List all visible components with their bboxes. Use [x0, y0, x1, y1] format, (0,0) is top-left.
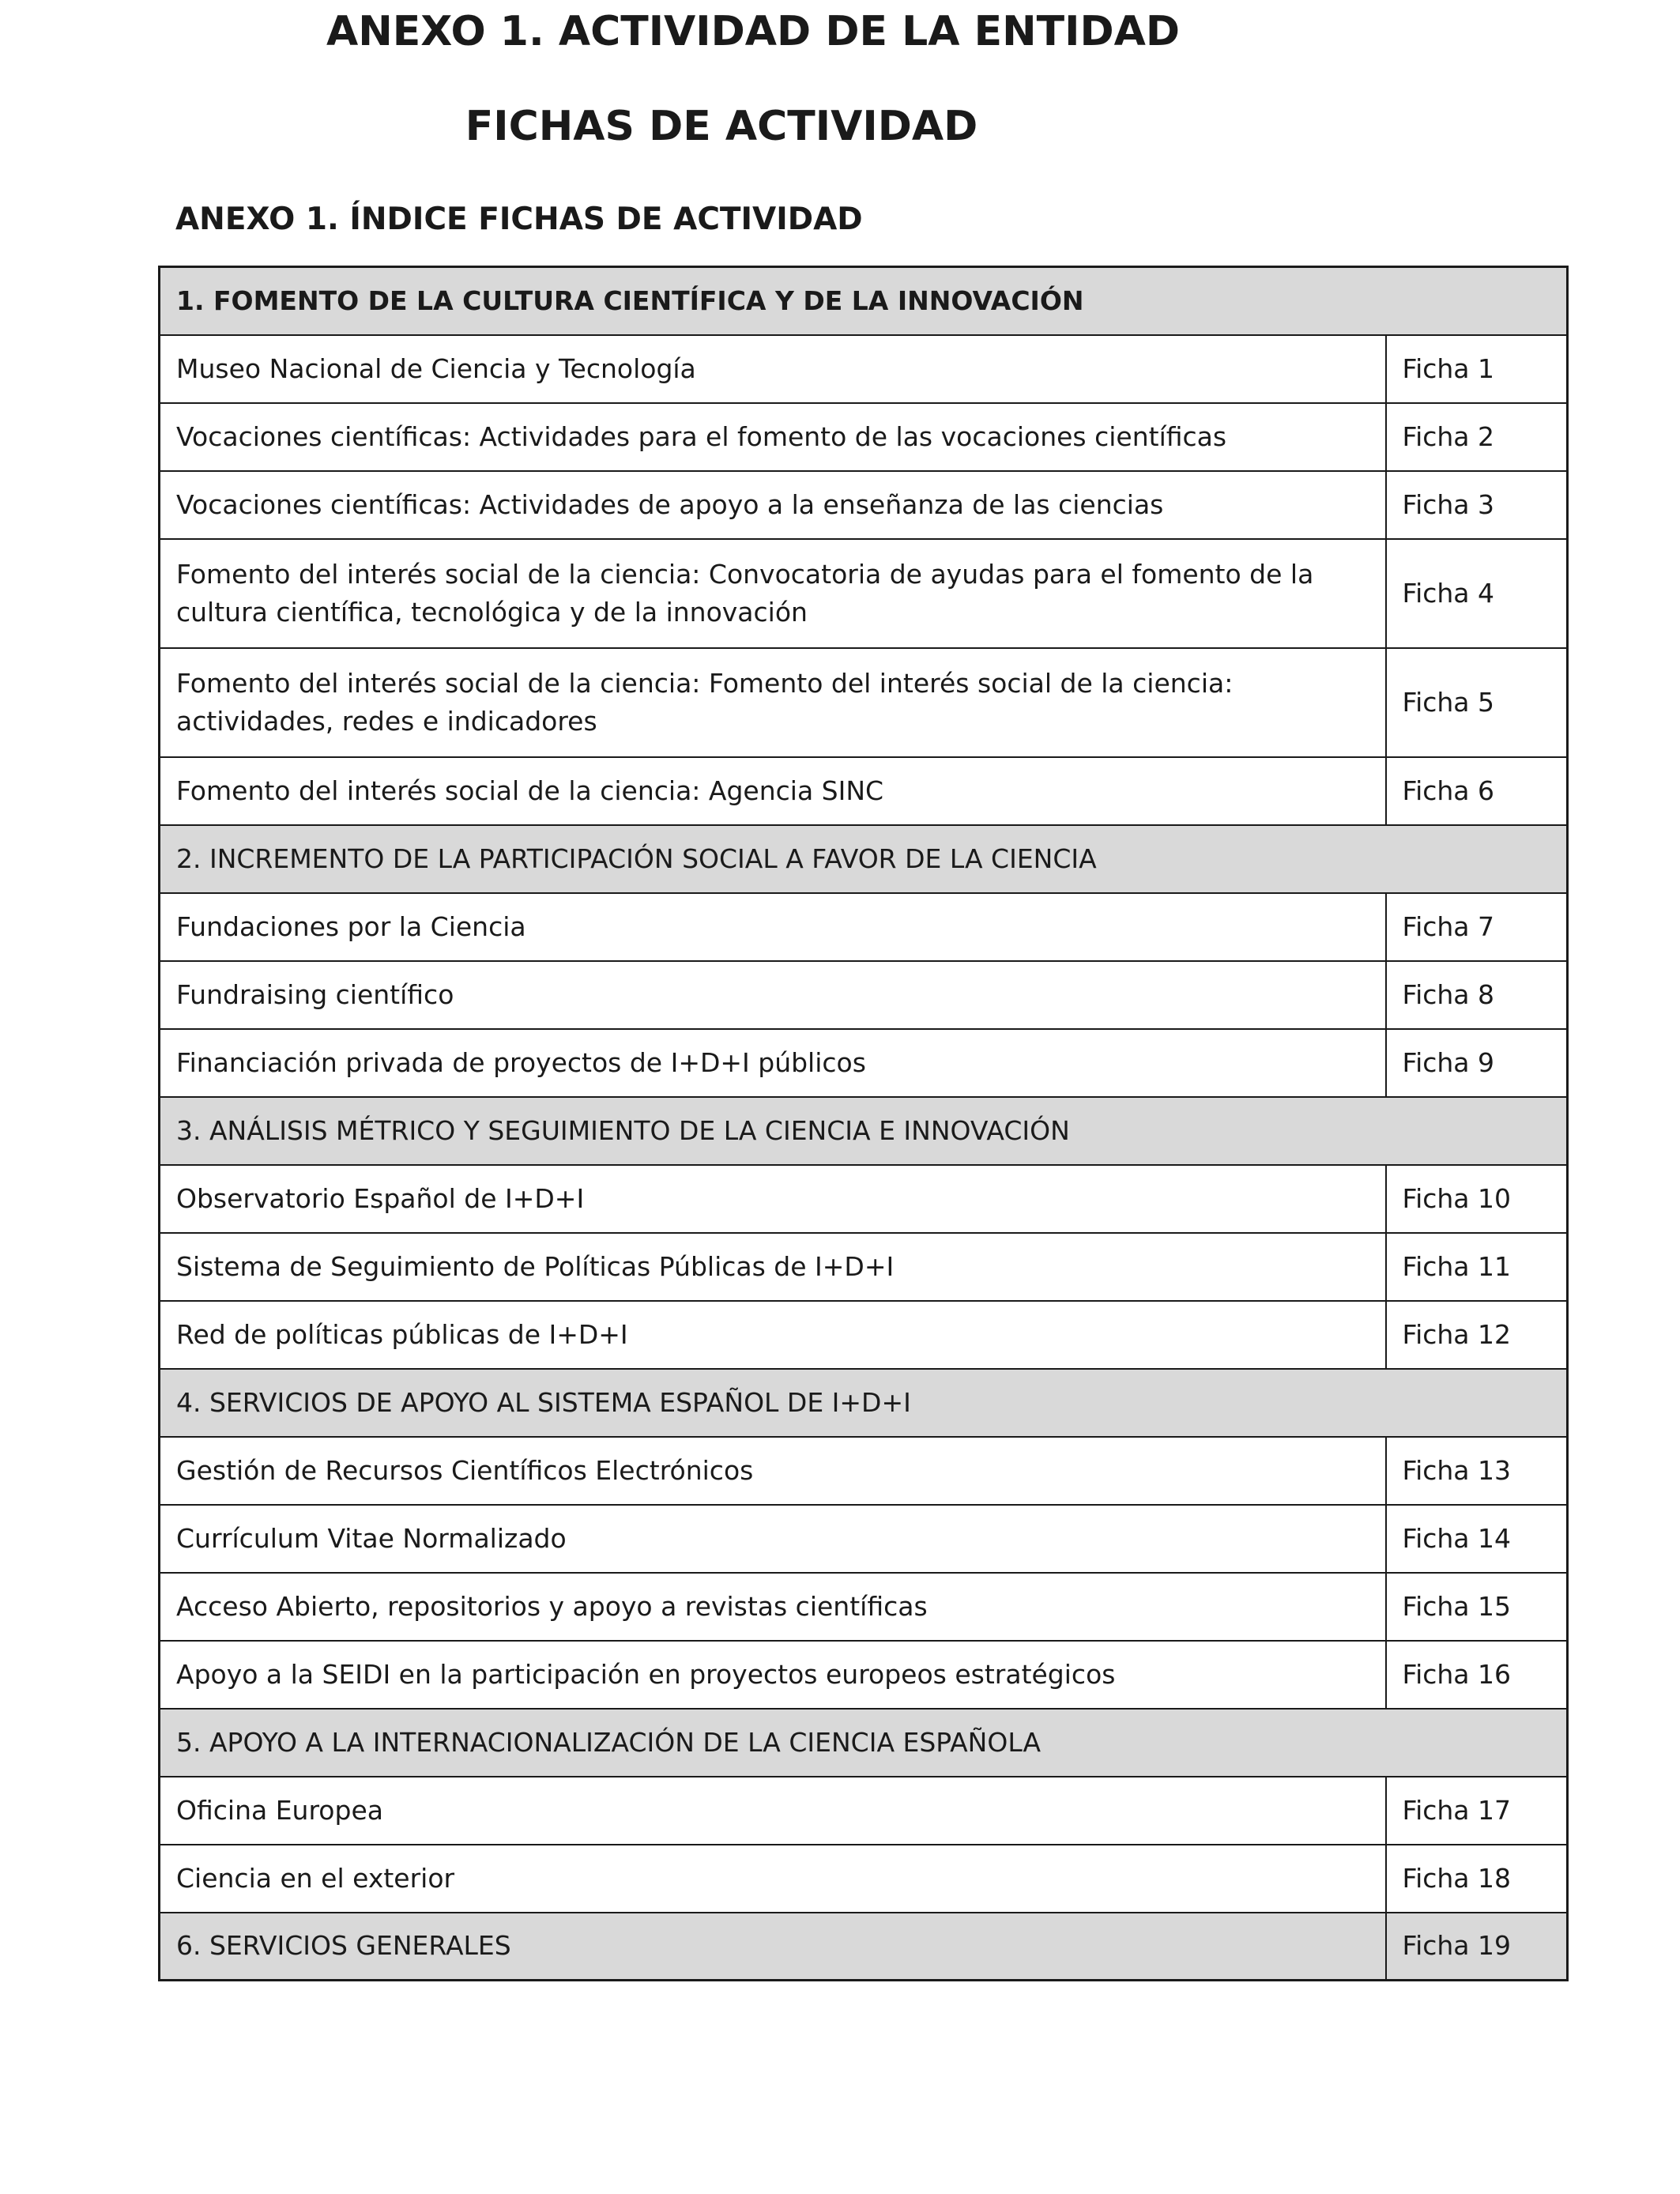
- activity-row: [160, 1641, 1568, 1709]
- activity-name: Gestión de Recursos Científicos Electrónicos: [160, 1437, 1386, 1505]
- ficha-reference: Ficha 14: [1386, 1505, 1568, 1573]
- section-header-row: [160, 1709, 1568, 1777]
- activity-index-body: [160, 267, 1568, 1981]
- activity-name: Financiación privada de proyectos de I+D+I públicos: [160, 1029, 1386, 1097]
- ficha-reference: Ficha 5: [1386, 648, 1568, 757]
- ficha-reference: Ficha 12: [1386, 1301, 1568, 1369]
- section-title: 6. SERVICIOS GENERALES: [160, 1913, 1386, 1981]
- activity-name: Ciencia en el exterior: [160, 1845, 1386, 1913]
- section-title: 2. INCREMENTO DE LA PARTICIPACIÓN SOCIAL A FAVOR DE LA CIENCIA: [160, 825, 1568, 893]
- ficha-reference: Ficha 7: [1386, 893, 1568, 961]
- activity-row: [160, 1437, 1568, 1505]
- activity-row: [160, 335, 1568, 403]
- section-header-row: [160, 267, 1568, 335]
- activity-row: [160, 757, 1568, 825]
- activity-name: Fundaciones por la Ciencia: [160, 893, 1386, 961]
- activity-row: [160, 1845, 1568, 1913]
- ficha-reference: Ficha 3: [1386, 471, 1568, 539]
- activity-name: Red de políticas públicas de I+D+I: [160, 1301, 1386, 1369]
- ficha-reference: Ficha 15: [1386, 1573, 1568, 1641]
- activity-name: Oficina Europea: [160, 1777, 1386, 1845]
- ficha-reference: Ficha 6: [1386, 757, 1568, 825]
- activity-name: Fomento del interés social de la ciencia: Agencia SINC: [160, 757, 1386, 825]
- section-header-row: [160, 1369, 1568, 1437]
- activity-row: [160, 471, 1568, 539]
- section-title: 4. SERVICIOS DE APOYO AL SISTEMA ESPAÑOL DE I+D+I: [160, 1369, 1568, 1437]
- document-subtitle: FICHAS DE ACTIVIDAD: [465, 103, 978, 150]
- ficha-reference: Ficha 2: [1386, 403, 1568, 471]
- activity-name: Vocaciones científicas: Actividades para el fomento de las vocaciones científicas: [160, 403, 1386, 471]
- activity-index-table: [158, 266, 1569, 1981]
- activity-row: [160, 1505, 1568, 1573]
- ficha-reference: Ficha 10: [1386, 1165, 1568, 1233]
- activity-row: [160, 648, 1568, 757]
- activity-row: [160, 1233, 1568, 1301]
- document-title: ANEXO 1. ACTIVIDAD DE LA ENTIDAD: [326, 8, 1181, 55]
- activity-row: [160, 1573, 1568, 1641]
- ficha-reference: Ficha 9: [1386, 1029, 1568, 1097]
- activity-row: [160, 893, 1568, 961]
- section-header-row: [160, 1913, 1568, 1981]
- ficha-reference: Ficha 16: [1386, 1641, 1568, 1709]
- activity-name: Sistema de Seguimiento de Políticas Públicas de I+D+I: [160, 1233, 1386, 1301]
- activity-row: [160, 1777, 1568, 1845]
- ficha-reference: Ficha 11: [1386, 1233, 1568, 1301]
- section-header-row: [160, 825, 1568, 893]
- activity-row: [160, 1029, 1568, 1097]
- section-title: 3. ANÁLISIS MÉTRICO Y SEGUIMIENTO DE LA CIENCIA E INNOVACIÓN: [160, 1097, 1568, 1165]
- ficha-reference: Ficha 1: [1386, 335, 1568, 403]
- activity-row: [160, 1165, 1568, 1233]
- ficha-reference: Ficha 13: [1386, 1437, 1568, 1505]
- activity-name: Acceso Abierto, repositorios y apoyo a revistas científicas: [160, 1573, 1386, 1641]
- activity-name: Apoyo a la SEIDI en la participación en proyectos europeos estratégicos: [160, 1641, 1386, 1709]
- ficha-reference: Ficha 19: [1386, 1913, 1568, 1981]
- activity-name: Fomento del interés social de la ciencia: Fomento del interés social de la ciencia: actividades, redes e indicadores: [160, 648, 1386, 757]
- ficha-reference: Ficha 8: [1386, 961, 1568, 1029]
- activity-row: [160, 961, 1568, 1029]
- activity-row: [160, 539, 1568, 648]
- activity-name: Museo Nacional de Ciencia y Tecnología: [160, 335, 1386, 403]
- ficha-reference: Ficha 17: [1386, 1777, 1568, 1845]
- section-title: 1. FOMENTO DE LA CULTURA CIENTÍFICA Y DE LA INNOVACIÓN: [160, 267, 1568, 335]
- activity-name: Fundraising científico: [160, 961, 1386, 1029]
- activity-row: [160, 403, 1568, 471]
- activity-name: Currículum Vitae Normalizado: [160, 1505, 1386, 1573]
- activity-name: Fomento del interés social de la ciencia: Convocatoria de ayudas para el fomento de la cultura científica, tecnológica y de la innovación: [160, 539, 1386, 648]
- section-title: 5. APOYO A LA INTERNACIONALIZACIÓN DE LA CIENCIA ESPAÑOLA: [160, 1709, 1568, 1777]
- activity-name: Observatorio Español de I+D+I: [160, 1165, 1386, 1233]
- section-header-row: [160, 1097, 1568, 1165]
- ficha-reference: Ficha 4: [1386, 539, 1568, 648]
- index-heading: ANEXO 1. ÍNDICE FICHAS DE ACTIVIDAD: [175, 202, 863, 237]
- activity-name: Vocaciones científicas: Actividades de apoyo a la enseñanza de las ciencias: [160, 471, 1386, 539]
- activity-row: [160, 1301, 1568, 1369]
- ficha-reference: Ficha 18: [1386, 1845, 1568, 1913]
